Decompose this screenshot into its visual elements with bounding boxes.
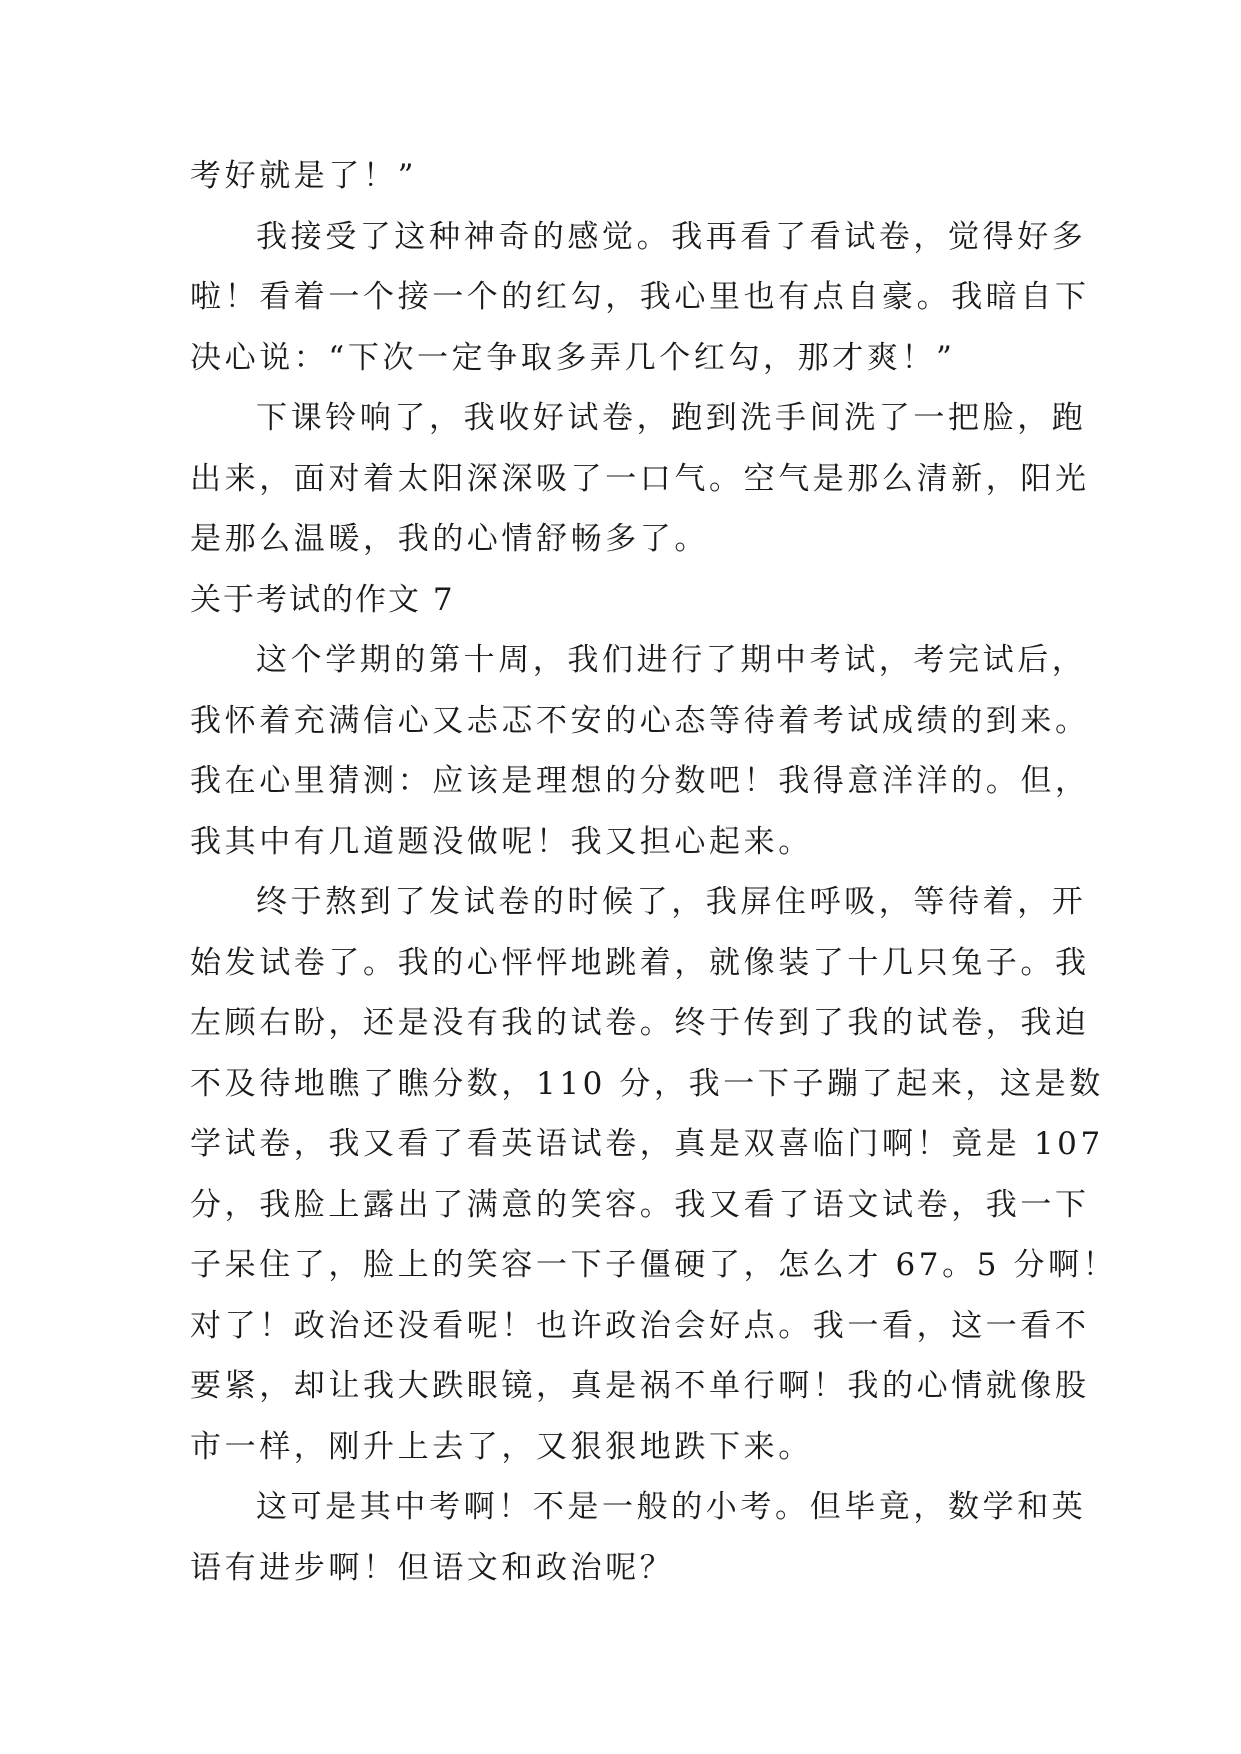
text-line: 出来，面对着太阳深深吸了一口气。空气是那么清新，阳光: [190, 460, 1090, 497]
text-line: 要紧，却让我大跌眼镜，真是祸不单行啊！我的心情就像股: [190, 1368, 1090, 1404]
section-heading: 关于考试的作文 7: [190, 581, 455, 618]
text-line: 我在心里猜测：应该是理想的分数吧！我得意洋洋的。但，: [190, 763, 1090, 799]
text-line: 是那么温暖，我的心情舒畅多了。: [190, 521, 709, 557]
text-line: 不及待地瞧了瞧分数，110 分，我一下子蹦了起来，这是数: [190, 1065, 1104, 1102]
text-line: 语有进步啊！但语文和政治呢？: [190, 1549, 675, 1586]
text-line: 啦！看着一个接一个的红勾，我心里也有点自豪。我暗自下: [190, 279, 1090, 315]
text-line: 左顾右盼，还是没有我的试卷。终于传到了我的试卷，我迫: [190, 1005, 1090, 1041]
text-line: 下课铃响了，我收好试卷，跑到洗手间洗了一把脸，跑: [256, 400, 1087, 436]
text-line: 我接受了这种神奇的感觉。我再看了看试卷，觉得好多: [256, 218, 1087, 255]
text-line: 对了！政治还没看呢！也许政治会好点。我一看，这一看不: [190, 1307, 1090, 1344]
text-line: 终于熬到了发试卷的时候了，我屏住呼吸，等待着，开: [256, 884, 1087, 920]
text-line: 我怀着充满信心又忐忑不安的心态等待着考试成绩的到来。: [190, 702, 1090, 739]
text-line: 我其中有几道题没做呢！我又担心起来。: [190, 823, 813, 860]
text-line: 子呆住了，脸上的笑容一下子僵硬了，怎么才 67。5 分啊！: [190, 1247, 1118, 1283]
essay-body: [190, 146, 1118, 1598]
text-line: 这可是其中考啊！不是一般的小考。但毕竟，数学和英: [256, 1489, 1087, 1525]
text-line: 决心说：“下次一定争取多弄几个红勾，那才爽！”: [190, 339, 956, 376]
text-line: 学试卷，我又看了看英语试卷，真是双喜临门啊！竟是 107: [190, 1126, 1104, 1162]
text-line: 这个学期的第十周，我们进行了期中考试，考完试后，: [256, 642, 1087, 678]
text-line: 市一样，刚升上去了，又狠狠地跌下来。: [190, 1428, 813, 1465]
text-line: 考好就是了！”: [190, 158, 418, 194]
text-line: 始发试卷了。我的心怦怦地跳着，就像装了十几只兔子。我: [190, 944, 1090, 981]
text-line: 分，我脸上露出了满意的笑容。我又看了语文试卷，我一下: [190, 1186, 1090, 1223]
